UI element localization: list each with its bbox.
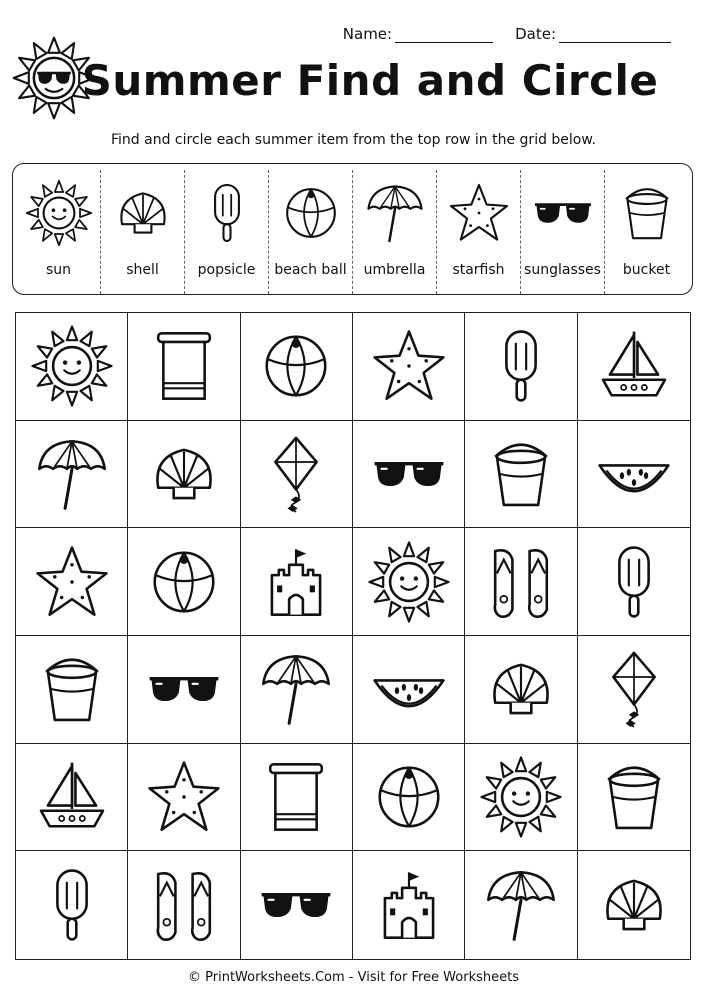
legend-item-bucket [604,170,688,294]
grid-cell-umbrella[interactable] [241,636,353,744]
grid-cell-sunglasses[interactable] [353,421,465,529]
flipflops-icon [141,862,227,948]
grid-cell-kite[interactable] [241,421,353,529]
watermelon-icon [366,646,452,732]
grid-cell-starfish[interactable] [353,313,465,421]
legend-item-popsicle [184,170,268,294]
grid-cell-bucket[interactable] [465,421,577,529]
grid-cell-sun[interactable] [353,528,465,636]
sun-icon [366,539,452,625]
sailboat-icon [591,323,677,409]
legend-item-umbrella [352,170,436,294]
grid-cell-umbrella[interactable] [465,851,577,959]
bucket-icon [29,646,115,732]
sunglasses-icon [253,862,339,948]
starfish-icon [444,174,514,252]
bucket-icon [478,431,564,517]
umbrella-icon [360,174,430,252]
legend-box [12,163,693,295]
shell-icon [108,174,178,252]
towel-icon [253,754,339,840]
grid-cell-sun[interactable] [16,313,128,421]
bucket-icon [591,754,677,840]
watermelon-icon [591,431,677,517]
popsicle-icon [192,174,262,252]
grid-cell-starfish[interactable] [128,744,240,852]
shell-icon [591,862,677,948]
grid-cell-watermelon[interactable] [353,636,465,744]
name-field[interactable] [343,25,493,43]
castle-icon [366,862,452,948]
umbrella-icon [29,431,115,517]
grid-cell-towel[interactable] [128,313,240,421]
grid-cell-popsicle[interactable] [578,528,690,636]
grid-cell-shell[interactable] [578,851,690,959]
instructions: Find and circle each summer item from the top row in the grid below. [110,132,596,148]
sun-icon [29,323,115,409]
legend-item-starfish [436,170,520,294]
sunglasses-icon [141,646,227,732]
grid-cell-kite[interactable] [578,636,690,744]
sunglasses-icon [366,431,452,517]
sun-icon [24,174,94,252]
umbrella-icon [253,646,339,732]
grid-cell-sunglasses[interactable] [128,636,240,744]
grid-cell-flipflops[interactable] [465,528,577,636]
grid-cell-sailboat[interactable] [16,744,128,852]
legend-label: beach ball [274,262,347,278]
kite-icon [253,431,339,517]
popsicle-icon [591,539,677,625]
sunglasses-icon [528,174,598,252]
kite-icon [591,646,677,732]
legend-label: bucket [622,262,671,278]
beachball-icon [141,539,227,625]
legend-label: sunglasses [524,262,601,278]
grid-cell-towel[interactable] [241,744,353,852]
castle-icon [253,539,339,625]
popsicle-icon [478,323,564,409]
grid-cell-sailboat[interactable] [578,313,690,421]
date-line[interactable] [559,27,671,43]
footer: © PrintWorksheets.Com - Visit for Free Worksheets [188,970,519,985]
starfish-icon [29,539,115,625]
grid-cell-castle[interactable] [241,528,353,636]
legend-item-shell [100,170,184,294]
name-line[interactable] [395,27,493,43]
bucket-icon [612,174,682,252]
sun-icon [478,754,564,840]
legend-item-sun [17,170,100,294]
towel-icon [141,323,227,409]
grid-cell-starfish[interactable] [16,528,128,636]
grid-cell-beachball[interactable] [128,528,240,636]
shell-icon [141,431,227,517]
popsicle-icon [29,862,115,948]
grid-cell-shell[interactable] [465,636,577,744]
beachball-icon [276,174,346,252]
page-title: Summer Find and Circle [81,56,659,105]
legend-label: starfish [452,262,505,278]
starfish-icon [141,754,227,840]
grid-cell-beachball[interactable] [353,744,465,852]
grid-cell-bucket[interactable] [16,636,128,744]
grid-cell-bucket[interactable] [578,744,690,852]
search-grid [15,312,691,960]
legend-item-sunglasses [520,170,604,294]
flipflops-icon [478,539,564,625]
grid-cell-castle[interactable] [353,851,465,959]
starfish-icon [366,323,452,409]
legend-label: shell [126,262,159,278]
name-label: Name: [342,25,393,43]
shell-icon [478,646,564,732]
grid-cell-popsicle[interactable] [16,851,128,959]
grid-cell-flipflops[interactable] [128,851,240,959]
sailboat-icon [29,754,115,840]
grid-cell-sun[interactable] [465,744,577,852]
grid-cell-beachball[interactable] [241,313,353,421]
legend-label: sun [45,262,72,278]
beachball-icon [366,754,452,840]
legend-item-beachball [268,170,352,294]
beachball-icon [253,323,339,409]
legend-label: popsicle [197,262,256,278]
grid-cell-watermelon[interactable] [578,421,690,529]
date-label: Date: [515,25,556,43]
grid-cell-shell[interactable] [128,421,240,529]
legend-label: umbrella [363,262,426,278]
umbrella-icon [478,862,564,948]
name-date-fields [343,25,671,43]
grid-cell-umbrella[interactable] [16,421,128,529]
grid-cell-popsicle[interactable] [465,313,577,421]
date-field[interactable] [515,25,671,43]
grid-cell-sunglasses[interactable] [241,851,353,959]
